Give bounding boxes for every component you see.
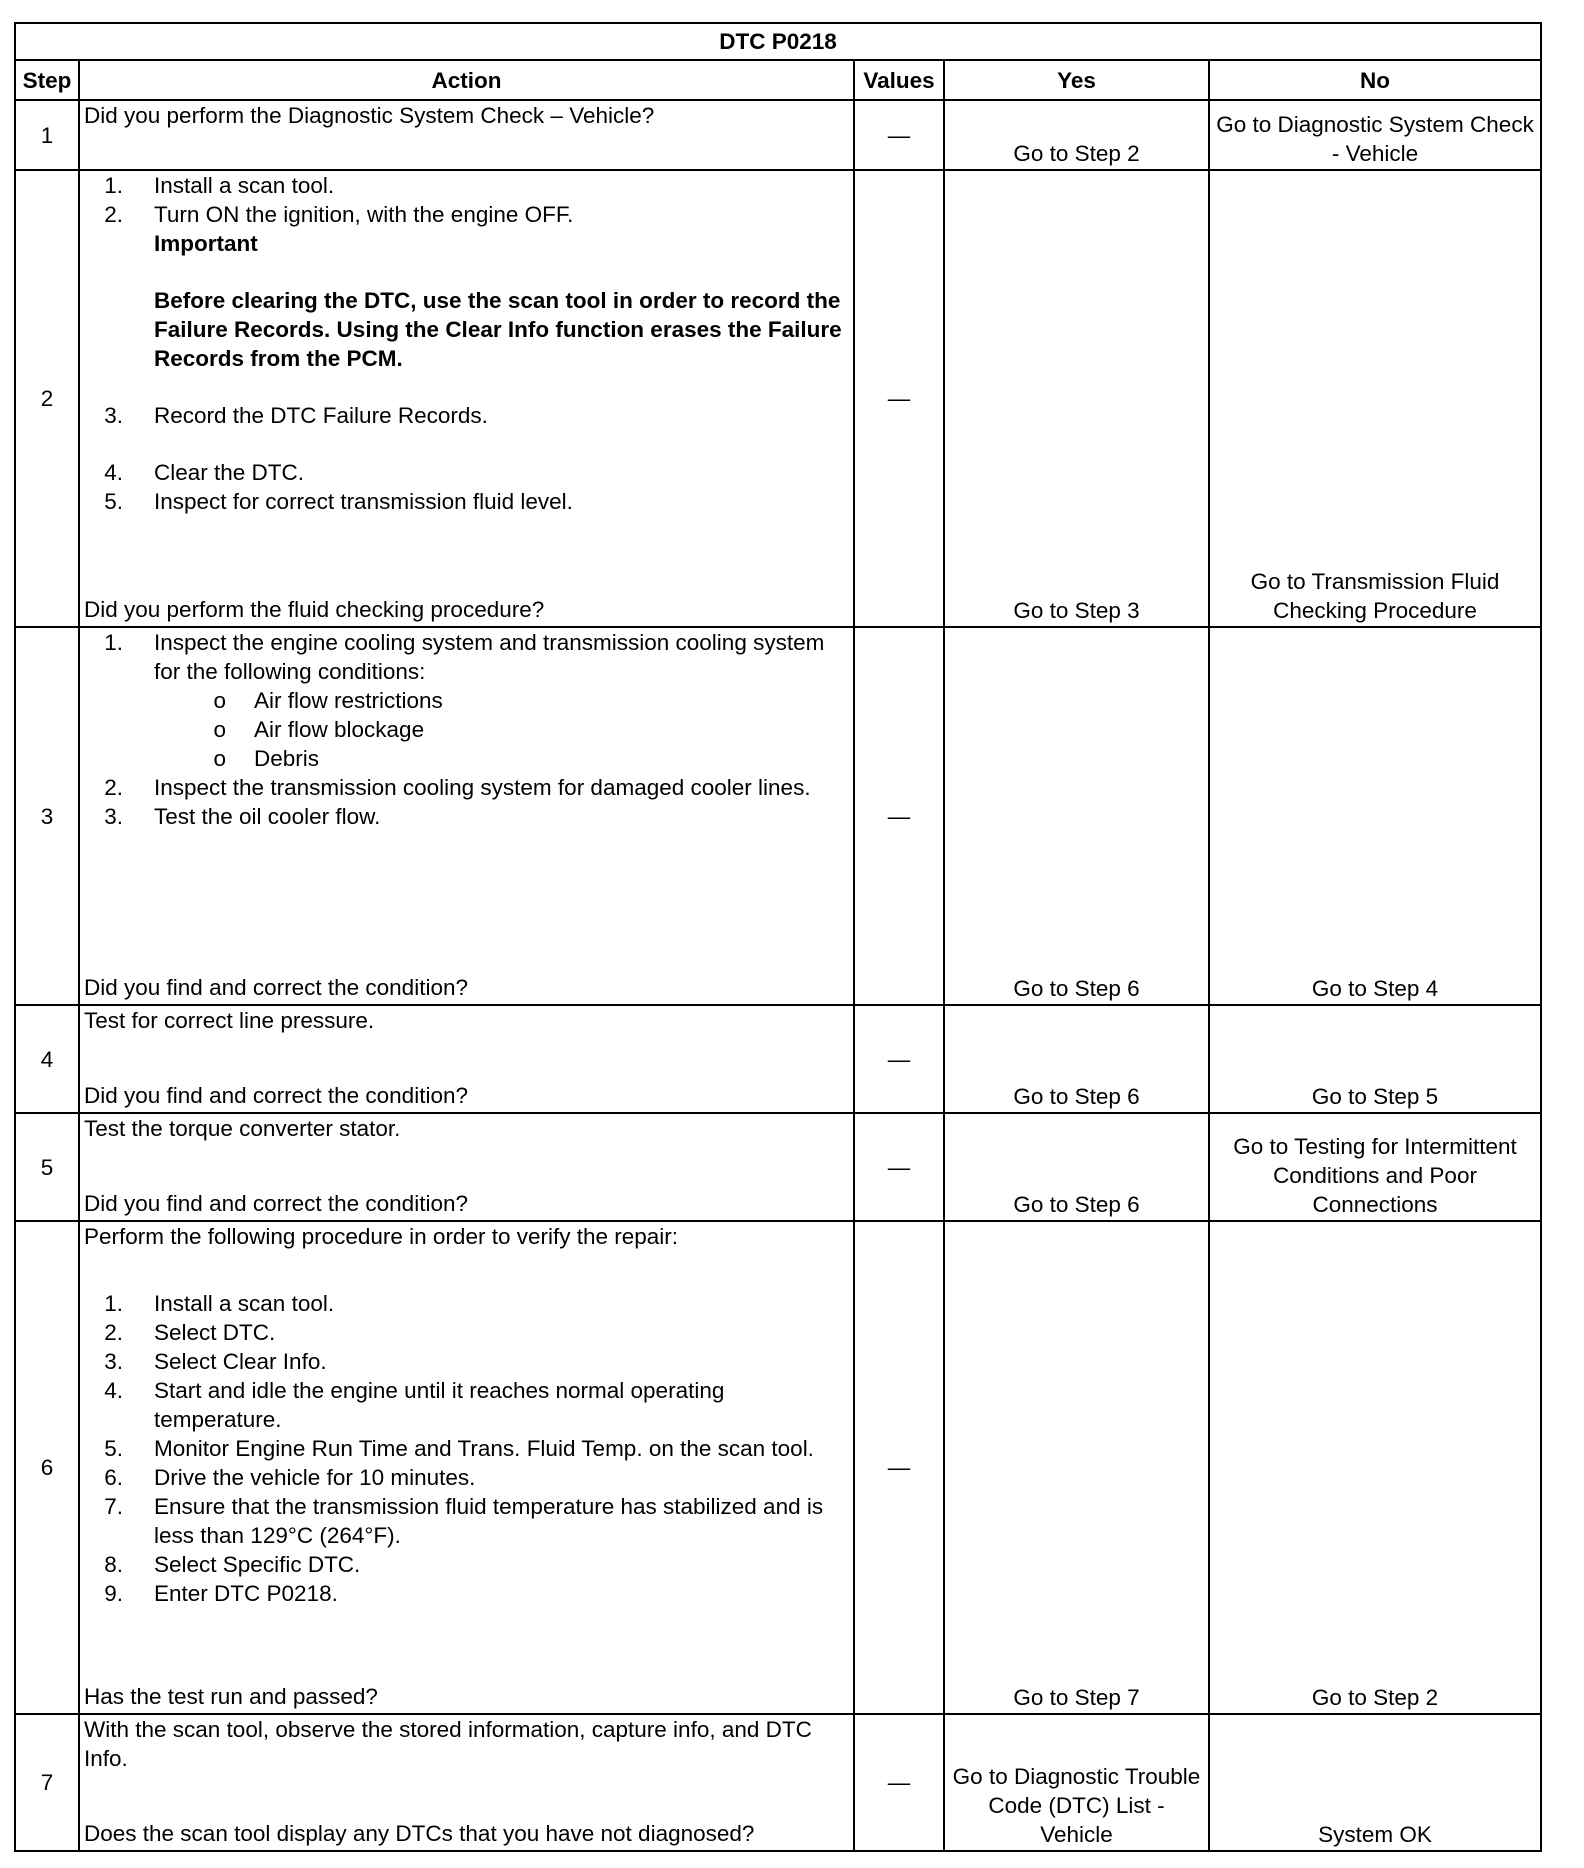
list-item: o Air flow blockage bbox=[213, 717, 425, 742]
list-item: 7. Ensure that the transmission fluid temperature has stabilized and is less than 129°C (264°F). bbox=[104, 1494, 824, 1548]
list-item: 1. Install a scan tool. bbox=[104, 1291, 335, 1316]
action-text: Test the torque converter stator. bbox=[84, 1116, 401, 1141]
values-cell: — bbox=[854, 1714, 944, 1851]
list-item: 2. Turn ON the ignition, with the engine OFF. Important Before clearing the DTC, use the scan tool in order to record the Failure Records. Using the Clear Info function erases the Failure Records from the PCM. bbox=[84, 200, 849, 373]
no-text: System OK bbox=[1318, 1822, 1432, 1847]
no-cell bbox=[1209, 1005, 1541, 1113]
list-item: 1. Inspect the engine cooling system and transmission cooling system for the following conditions: o Air flow restrictions o Air flow blockage o Debris bbox=[84, 628, 849, 773]
table-row bbox=[15, 170, 1541, 627]
yes-text: Go to Step 2 bbox=[1013, 141, 1140, 166]
list-item: 3. Record the DTC Failure Records. bbox=[104, 403, 488, 428]
list-item: 5. Inspect for correct transmission fluid level. bbox=[104, 489, 573, 514]
table-row bbox=[15, 1005, 1541, 1113]
action-question: Did you find and correct the condition? bbox=[84, 1191, 468, 1216]
values-cell: — bbox=[854, 1221, 944, 1714]
list-item: 2. Inspect the transmission cooling system for damaged cooler lines. bbox=[104, 775, 811, 800]
list-item: 6. Drive the vehicle for 10 minutes. bbox=[104, 1465, 476, 1490]
list-item: 9. Enter DTC P0218. bbox=[104, 1581, 338, 1606]
no-text: Go to Transmission Fluid Checking Procedure bbox=[1250, 569, 1500, 623]
yes-text: Go to Diagnostic Trouble Code (DTC) List - Vehicle bbox=[952, 1764, 1201, 1847]
yes-cell bbox=[944, 100, 1209, 170]
header-yes: Yes bbox=[944, 60, 1209, 100]
action-text: With the scan tool, observe the stored information, capture info, and DTC Info. bbox=[84, 1717, 812, 1771]
table-row bbox=[15, 1714, 1541, 1851]
step-number: 7 bbox=[15, 1714, 79, 1851]
important-note: Before clearing the DTC, use the scan tool in order to record the Failure Records. Using the Clear Info function erases the Failure Records from the PCM. bbox=[154, 288, 842, 371]
table-title: DTC P0218 bbox=[15, 23, 1541, 60]
step-number: 1 bbox=[15, 100, 79, 170]
yes-cell bbox=[944, 1005, 1209, 1113]
step-number: 6 bbox=[15, 1221, 79, 1714]
header-action: Action bbox=[79, 60, 854, 100]
values-cell: — bbox=[854, 100, 944, 170]
list-item: 5. Monitor Engine Run Time and Trans. Fluid Temp. on the scan tool. bbox=[104, 1436, 814, 1461]
action-question: Did you perform the Diagnostic System Check – Vehicle? bbox=[84, 103, 655, 128]
action-cell bbox=[79, 627, 854, 1005]
list-item: o Debris bbox=[213, 746, 320, 771]
yes-text: Go to Step 3 bbox=[1013, 598, 1140, 623]
step-number: 5 bbox=[15, 1113, 79, 1221]
header-no: No bbox=[1209, 60, 1541, 100]
no-text: Go to Testing for Intermittent Conditions and Poor Connections bbox=[1233, 1134, 1517, 1217]
yes-cell bbox=[944, 627, 1209, 1005]
no-cell bbox=[1209, 627, 1541, 1005]
yes-cell bbox=[944, 1113, 1209, 1221]
yes-cell bbox=[944, 170, 1209, 627]
yes-text: Go to Step 7 bbox=[1013, 1685, 1140, 1710]
no-text: Go to Step 5 bbox=[1311, 1084, 1439, 1109]
yes-text: Go to Step 6 bbox=[1013, 1192, 1140, 1217]
list-item: 3. Select Clear Info. bbox=[104, 1349, 327, 1374]
no-text: Go to Diagnostic System Check - Vehicle bbox=[1216, 112, 1534, 166]
action-cell bbox=[79, 1714, 854, 1851]
action-text: Perform the following procedure in order to verify the repair: bbox=[84, 1224, 679, 1249]
header-values: Values bbox=[854, 60, 944, 100]
list-item: 3. Test the oil cooler flow. bbox=[104, 804, 381, 829]
table-row bbox=[15, 1221, 1541, 1714]
step-number: 3 bbox=[15, 627, 79, 1005]
list-item: 4. Clear the DTC. bbox=[104, 460, 305, 485]
values-cell: — bbox=[854, 627, 944, 1005]
action-text: Test for correct line pressure. bbox=[84, 1008, 375, 1033]
action-cell bbox=[79, 1113, 854, 1221]
no-cell bbox=[1209, 170, 1541, 627]
action-question: Did you find and correct the condition? bbox=[84, 975, 468, 1000]
dtc-table bbox=[14, 22, 1542, 1852]
action-cell bbox=[79, 1221, 854, 1714]
no-cell bbox=[1209, 100, 1541, 170]
yes-cell bbox=[944, 1221, 1209, 1714]
table-row bbox=[15, 1113, 1541, 1221]
step-number: 4 bbox=[15, 1005, 79, 1113]
list-item: 1. Install a scan tool. bbox=[104, 173, 335, 198]
no-text: Go to Step 2 bbox=[1311, 1685, 1439, 1710]
yes-text: Go to Step 6 bbox=[1013, 976, 1140, 1001]
list-item: 4. Start and idle the engine until it reaches normal operating temperature. bbox=[104, 1378, 725, 1432]
list-item: 2. Select DTC. bbox=[104, 1320, 276, 1345]
action-cell bbox=[79, 170, 854, 627]
action-cell bbox=[79, 1005, 854, 1113]
yes-cell bbox=[944, 1714, 1209, 1851]
values-cell: — bbox=[854, 1113, 944, 1221]
table-row bbox=[15, 627, 1541, 1005]
action-question: Does the scan tool display any DTCs that you have not diagnosed? bbox=[84, 1821, 755, 1846]
header-step: Step bbox=[15, 60, 79, 100]
no-cell bbox=[1209, 1221, 1541, 1714]
table-row bbox=[15, 100, 1541, 170]
action-question: Has the test run and passed? bbox=[84, 1684, 378, 1709]
important-title: Important bbox=[154, 231, 258, 256]
yes-text: Go to Step 6 bbox=[1013, 1084, 1140, 1109]
no-cell bbox=[1209, 1113, 1541, 1221]
values-cell: — bbox=[854, 1005, 944, 1113]
action-question: Did you perform the fluid checking procedure? bbox=[84, 597, 545, 622]
no-cell bbox=[1209, 1714, 1541, 1851]
list-item: o Air flow restrictions bbox=[213, 688, 443, 713]
list-item: 8. Select Specific DTC. bbox=[104, 1552, 361, 1577]
values-cell: — bbox=[854, 170, 944, 627]
action-question: Did you find and correct the condition? bbox=[84, 1083, 468, 1108]
no-text: Go to Step 4 bbox=[1311, 976, 1439, 1001]
step-number: 2 bbox=[15, 170, 79, 627]
action-cell bbox=[79, 100, 854, 170]
